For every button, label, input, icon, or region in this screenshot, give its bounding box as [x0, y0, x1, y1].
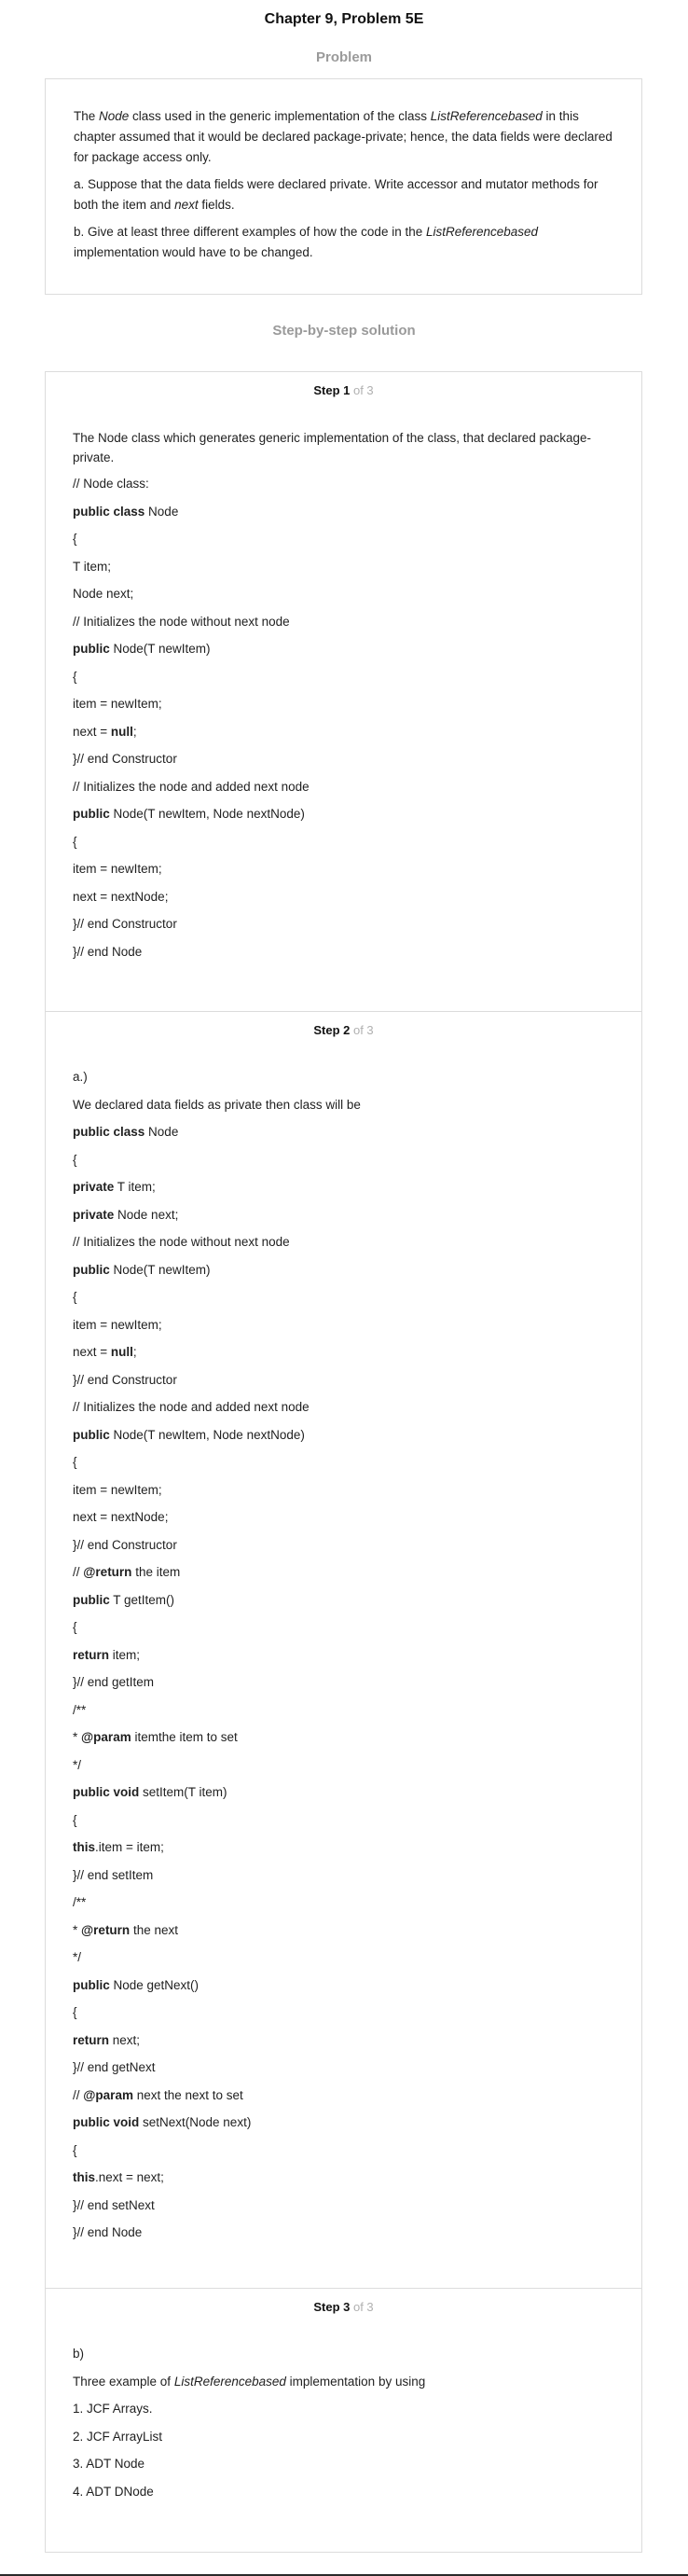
- code-line: }// end Node: [73, 2225, 143, 2239]
- code-line: public Node(T newItem): [73, 1262, 211, 1277]
- code-line: item = newItem;: [73, 1482, 162, 1497]
- code-line: }// end setItem: [73, 1867, 154, 1882]
- code-line: // Initializes the node and added next node: [73, 1400, 310, 1414]
- code-line: public T getItem(): [73, 1592, 175, 1607]
- code-line: {: [73, 1152, 77, 1167]
- step-3-header: Step 3 of 3: [313, 2300, 374, 2314]
- code-line: * @param itemthe item to set: [73, 1730, 238, 1744]
- code-line: /**: [73, 1895, 87, 1909]
- code-line: // @return the item: [73, 1565, 181, 1579]
- step-2-header: Step 2 of 3: [313, 1023, 374, 1037]
- code-line: private Node next;: [73, 1207, 179, 1222]
- code-line: }// end setNext: [73, 2197, 155, 2212]
- list-item: 3. ADT Node: [73, 2457, 145, 2471]
- code-line: }// end Node: [73, 944, 143, 959]
- code-line: // Initializes the node and added next node: [73, 779, 310, 794]
- code-line: return item;: [73, 1647, 141, 1662]
- code-line: public Node getNext(): [73, 1977, 200, 1992]
- code-line: }// end getItem: [73, 1675, 155, 1689]
- code-line: {: [73, 2142, 77, 2157]
- code-line: {: [73, 2005, 77, 2019]
- code-line: * @return the next: [73, 1922, 178, 1937]
- code-line: next = nextNode;: [73, 1510, 169, 1524]
- step-1-body: [73, 428, 613, 969]
- code-line: /**: [73, 1702, 87, 1717]
- code-line: item = newItem;: [73, 697, 162, 711]
- code-line: this.item = item;: [73, 1840, 164, 1854]
- problem-heading: Problem: [315, 49, 372, 65]
- code-line: }// end Constructor: [73, 1372, 177, 1387]
- step-2-body: [73, 1067, 613, 2251]
- code-line: public class Node: [73, 1125, 179, 1139]
- step-1-intro: The Node class which generates generic implementation of the class, that declared package-private.: [73, 431, 592, 464]
- problem-card: [45, 78, 642, 295]
- code-line: {: [73, 1620, 77, 1634]
- code-line: {: [73, 1812, 77, 1827]
- code-line: public Node(T newItem, Node nextNode): [73, 1427, 305, 1442]
- step-divider: [45, 1011, 642, 1012]
- code-line: private T item;: [73, 1180, 156, 1194]
- code-line: Node next;: [73, 587, 134, 601]
- step-3-b-label: b): [73, 2347, 85, 2361]
- code-line: item = newItem;: [73, 862, 162, 876]
- code-line: public void setItem(T item): [73, 1785, 227, 1799]
- code-line: // Initializes the node without next node: [73, 1235, 290, 1249]
- code-line: public Node(T newItem, Node nextNode): [73, 807, 305, 821]
- list-item: 4. ADT DNode: [73, 2484, 154, 2499]
- code-line: return next;: [73, 2032, 141, 2047]
- code-line: */: [73, 1950, 82, 1964]
- code-line: }// end Constructor: [73, 1537, 177, 1552]
- list-item: 2. JCF ArrayList: [73, 2429, 163, 2444]
- code-line: item = newItem;: [73, 1317, 162, 1332]
- step-divider: [45, 2288, 642, 2289]
- step-1-header: Step 1 of 3: [313, 383, 374, 397]
- code-line: {: [73, 1290, 77, 1304]
- solution-heading: Step-by-step solution: [272, 323, 416, 339]
- list-item: 1. JCF Arrays.: [73, 2402, 153, 2416]
- code-line: this.next = next;: [73, 2170, 164, 2184]
- code-line: a.): [73, 1070, 88, 1084]
- code-line: next = null;: [73, 1345, 137, 1359]
- code-line: // Initializes the node without next node: [73, 614, 290, 629]
- code-line: T item;: [73, 559, 112, 574]
- problem-paragraph-b: b. Give at least three different examples of how the code in the ListReferencebased implementation would have to be changed.: [74, 225, 539, 259]
- code-line: // Node class:: [73, 477, 149, 491]
- step-3-intro: Three example of ListReferencebased implementation by using: [73, 2374, 426, 2389]
- page-title: Chapter 9, Problem 5E: [264, 11, 424, 27]
- code-line: {: [73, 1455, 77, 1469]
- problem-paragraph-1: The Node class used in the generic implementation of the class ListReferencebased in this chapter assumed that it would be declared package-private; hence, the data fields were declared for package access only.: [74, 109, 612, 164]
- code-line: We declared data fields as private then class will be: [73, 1097, 361, 1112]
- code-line: */: [73, 1757, 82, 1772]
- code-line: public class Node: [73, 504, 179, 519]
- code-line: next = nextNode;: [73, 889, 169, 904]
- step-3-body: [73, 2344, 613, 2509]
- code-line: public Node(T newItem): [73, 642, 211, 656]
- code-line: {: [73, 834, 77, 849]
- code-line: next = null;: [73, 724, 137, 739]
- code-line: {: [73, 669, 77, 684]
- code-line: public void setNext(Node next): [73, 2115, 252, 2129]
- code-line: // @param next the next to set: [73, 2087, 243, 2102]
- code-line: }// end Constructor: [73, 752, 177, 766]
- code-line: }// end Constructor: [73, 917, 177, 931]
- code-line: }// end getNext: [73, 2060, 156, 2074]
- problem-paragraph-a: a. Suppose that the data fields were declared private. Write accessor and mutator methods for both the item and next fields.: [74, 177, 599, 212]
- code-line: {: [73, 532, 77, 546]
